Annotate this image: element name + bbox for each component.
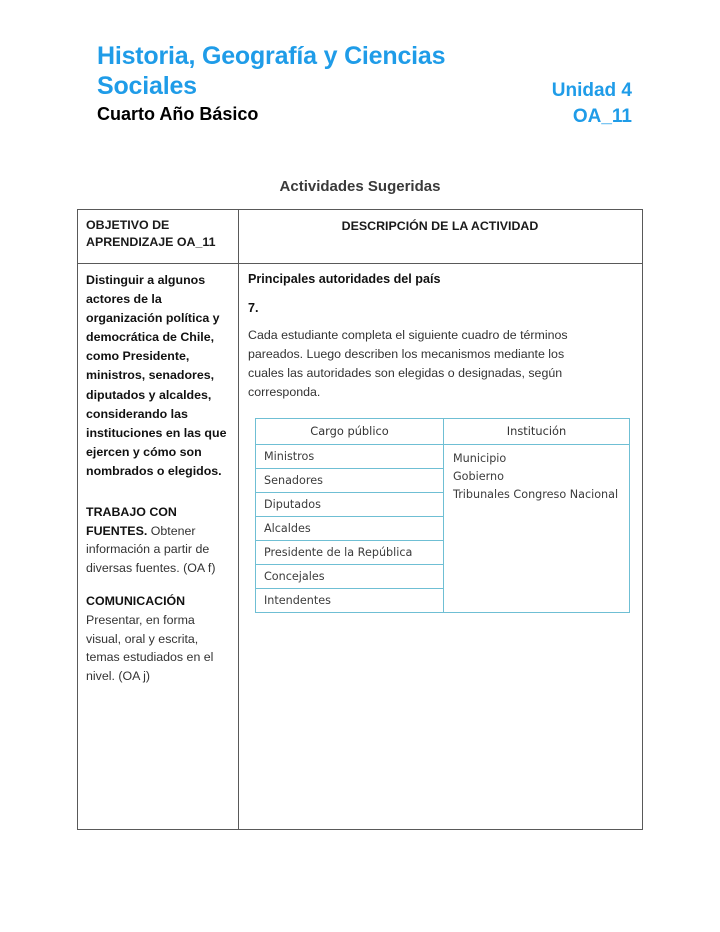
section-title: Actividades Sugeridas bbox=[279, 178, 441, 195]
matching-position-item[interactable]: Concejales bbox=[256, 565, 443, 589]
oa-code-label: OA_11 bbox=[572, 105, 632, 127]
matching-institution-item[interactable]: Municipio bbox=[453, 451, 507, 465]
matching-institutions-header: Institución bbox=[444, 419, 629, 445]
activity-number: 7. bbox=[248, 301, 259, 316]
matching-institution-item[interactable]: Tribunales Congreso Nacional bbox=[453, 488, 619, 502]
matching-position-item[interactable]: Intendentes bbox=[264, 593, 331, 607]
matching-institutions-list bbox=[444, 445, 629, 612]
strand-name-label: COMUNICACIÓN bbox=[86, 594, 186, 609]
matching-position-item[interactable]: Senadores bbox=[256, 469, 443, 493]
matching-position-item[interactable]: Alcaldes bbox=[256, 517, 443, 541]
table-header-description-label: DESCRIPCIÓN DE LA ACTIVIDAD bbox=[341, 219, 539, 233]
activity-instructions: Cada estudiante completa el siguiente cuadro de términos pareados. Luego describen los mecanismos mediante los cuales las autoridades son elegidas o designadas, según corresponda. bbox=[248, 328, 568, 399]
strand-trabajo-con-fuentes bbox=[86, 503, 229, 577]
matching-position-item[interactable]: Presidente de la República bbox=[256, 541, 443, 565]
subject-title: Historia, Geografía y Ciencias Sociales bbox=[97, 42, 446, 100]
matching-positions-header: Cargo público bbox=[256, 419, 443, 445]
unit-label: Unidad 4 bbox=[551, 80, 632, 101]
strand-description: Presentar, en forma visual, oral y escrita, temas estudiados en el nivel. (OA j) bbox=[86, 613, 214, 683]
document-header bbox=[97, 42, 632, 129]
activities-table bbox=[77, 209, 643, 830]
table-header-objective-cell bbox=[78, 210, 239, 263]
table-body-row bbox=[78, 264, 642, 829]
matching-exercise-table bbox=[255, 418, 630, 613]
table-header-row bbox=[78, 210, 642, 264]
activity-title: Principales autoridades del país bbox=[248, 272, 441, 286]
matching-institutions-column bbox=[444, 419, 629, 612]
objective-text: Distinguir a algunos actores de la organización política y democrática de Chile, como Presidente, ministros, senadores, diputados y alcaldes, considerando las instituciones en las que ejercen y cómo son nombrados o elegidos. bbox=[86, 273, 227, 478]
table-header-objective-label: OBJETIVO DE APRENDIZAJE OA_11 bbox=[86, 218, 216, 250]
header-left-block bbox=[97, 42, 502, 126]
objective-cell bbox=[78, 264, 239, 829]
strand-comunicacion bbox=[86, 592, 229, 685]
matching-positions-column bbox=[256, 419, 444, 612]
grade-level-title: Cuarto Año Básico bbox=[97, 104, 259, 124]
matching-institution-item[interactable]: Gobierno bbox=[453, 469, 504, 483]
strand-description: Obtener información a partir de diversas fuentes. (OA f) bbox=[86, 523, 216, 575]
matching-position-item[interactable]: Ministros bbox=[256, 445, 443, 469]
activity-description-cell bbox=[239, 264, 642, 829]
table-header-description-cell bbox=[239, 210, 642, 263]
matching-position-item[interactable]: Diputados bbox=[256, 493, 443, 517]
header-right-block bbox=[502, 42, 632, 129]
strand-name-label: TRABAJO CON FUENTES. bbox=[86, 505, 177, 538]
